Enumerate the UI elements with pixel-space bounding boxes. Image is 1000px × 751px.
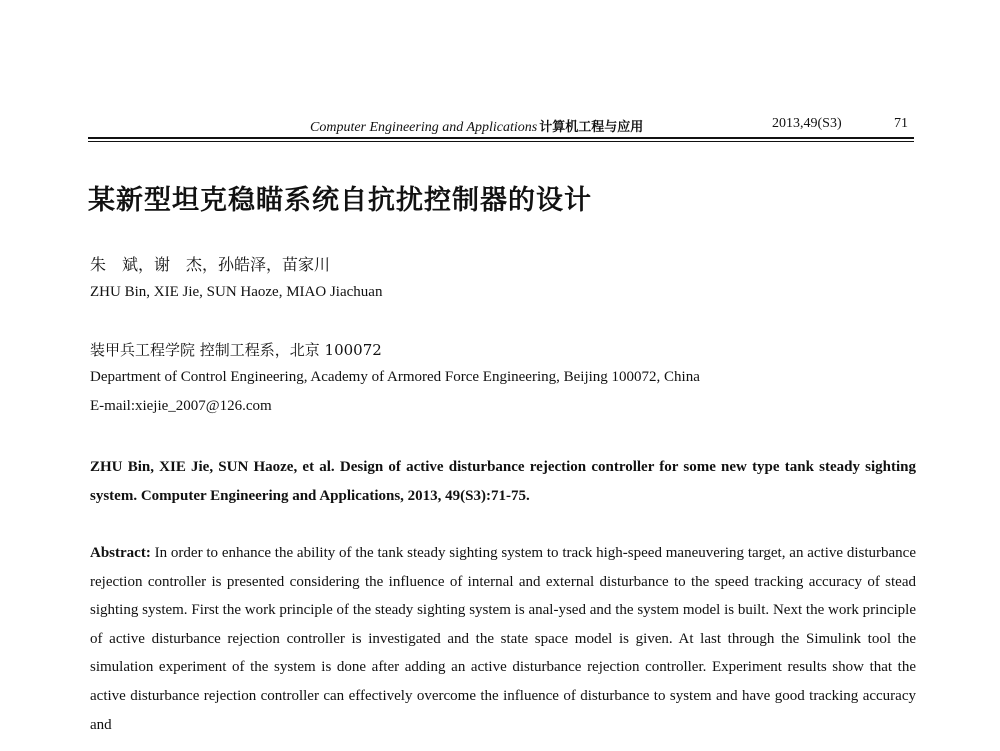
volume-issue: 2013,49(S3) bbox=[772, 116, 842, 131]
author-email: E-mail:xiejie_2007@126.com bbox=[90, 398, 272, 414]
authors-cn: 朱 斌，谢 杰，孙皓泽，苗家川 bbox=[90, 255, 331, 274]
authors-en: ZHU Bin, XIE Jie, SUN Haoze, MIAO Jiachuan bbox=[90, 284, 383, 300]
page-number: 71 bbox=[894, 116, 908, 131]
abstract-label: Abstract: bbox=[90, 545, 151, 561]
affiliation-cn: 装甲兵工程学院 控制工程系，北京 100072 bbox=[90, 341, 382, 359]
header-rule-thick bbox=[88, 137, 914, 139]
header-rule-thin bbox=[88, 141, 914, 142]
running-header bbox=[88, 113, 914, 135]
journal-name bbox=[310, 116, 643, 136]
citation-block: ZHU Bin, XIE Jie, SUN Haoze, et al. Design of active disturbance rejection controller for some new type tank steady sighting system. Computer Engineering and Applications, 2013, 49(S3):71-75. bbox=[90, 459, 916, 504]
abstract-block bbox=[90, 539, 916, 739]
journal-name-cn: 计算机工程与应用 bbox=[539, 120, 644, 135]
paper-title-cn: 某新型坦克稳瞄系统自抗扰控制器的设计 bbox=[88, 185, 592, 216]
abstract-text: In order to enhance the ability of the tank steady sighting system to track high-speed maneuvering target, an active disturbance rejection controller is presented considering the influence of internal and external disturbance to the speed tracking accuracy of stead sighting system. First the work principle of the steady sighting system is anal-ysed and the system model is built. Next the work principle of active disturbance rejection controller is investigated and the state space model is given. At last through the Simulink tool the simulation experiment of the system is done after adding an active disturbance rejection controller. Experiment results show that the active disturbance rejection controller can effectively overcome the influence of disturbance to system and have good tracking accuracy and bbox=[90, 545, 916, 733]
affiliation-en: Department of Control Engineering, Academy of Armored Force Engineering, Beijing 100072, China bbox=[90, 369, 700, 385]
journal-name-en: Computer Engineering and Applications bbox=[310, 120, 538, 135]
